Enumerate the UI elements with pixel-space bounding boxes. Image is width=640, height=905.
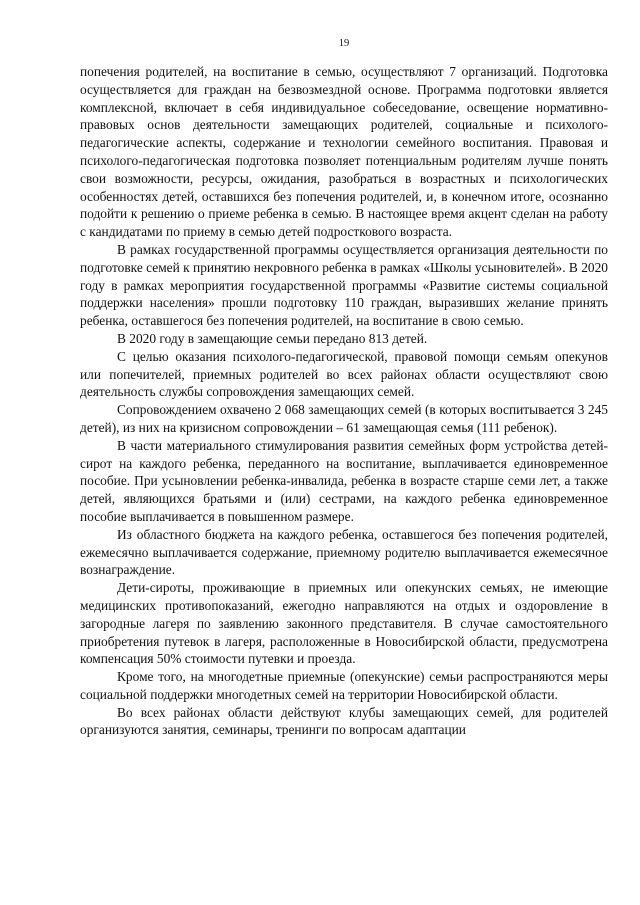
paragraph-adopters-school: В рамках государственной программы осуществляется организация деятельности по подготовке семей к принятию некровного ребенка в рамках «Школы усыновителей». В 2020 году в рамках мероприятия государственной программы «Развитие системы социальной поддержки населения» прошли подготовку 110 граждан, выразивших желание принять ребенка, оставшегося без попечения родителей, на воспитание в свою семью. (80, 241, 608, 329)
paragraph-children-transferred: В 2020 году в замещающие семьи передано 813 детей. (117, 330, 428, 346)
paragraph-material-incentives: В части материального стимулирования развития семейных форм устройства детей-сирот на каждого ребенка, переданного на воспитание, выплачивается единовременное пособие. При усыновлении ребенка-инвалида, ребенка в возрасте старше семи лет, а также детей, являющихся братьями и (или) сестрами, на каждого ребенка единовременное пособие выплачивается в повышенном размере. (80, 437, 608, 524)
paragraph-support-services: С целью оказания психолого-педагогической, правовой помощи семьям опекунов или попечителей, приемных родителей во всех районах области осуществляют свою деятельность службы сопровождения замещающих семей. (80, 348, 608, 400)
document-body (80, 63, 608, 739)
paragraph-preparation-program: попечения родителей, на воспитание в семью, осуществляют 7 организаций. Подготовка осуществляется для граждан на безвозмездной основе. Программа подготовки является комплексной, включает в себя индивидуальное собеседование, освещение нормативно-правовых основ деятельности замещающих родителей, социальные и психолого-педагогические аспекты, содержание и технологии семейного воспитания. Правовая и психолого-педагогическая подготовка позволяет потенциальным родителям лучше понять свои возможности, ресурсы, ожидания, разобраться в возрастных и психологических особенностях детей, оставшихся без попечения родителей, и, в конечном итоге, осознанно подойти к решению о приеме ребенка в семью. В настоящее время акцент сделан на работу с кандидатами по приему в семью детей подросткового возраста. (80, 64, 608, 240)
page-number: 19 (338, 38, 350, 49)
paragraph-summer-recreation: Дети-сироты, проживающие в приемных или опекунских семьях, не имеющие медицинских противопоказаний, ежегодно направляются на отдых и оздоровление в загородные лагеря по заявлению законного представителя. В случае самостоятельного приобретения путевок в лагеря, расположенные в Новосибирской области, предусмотрена компенсация 50% стоимости путевки и проезда. (80, 580, 608, 667)
paragraph-family-clubs: Во всех районах области действуют клубы замещающих семей, для родителей организуются занятия, семинары, тренинги по вопросам адаптации (80, 704, 608, 738)
paragraph-large-families-support: Кроме того, на многодетные приемные (опекунские) семьи распространяются меры социальной поддержки многодетных семей на территории Новосибирской области. (80, 669, 608, 702)
paragraph-support-coverage: Сопровождением охвачено 2 068 замещающих семей (в которых воспитывается 3 245 детей), из них на кризисном сопровождении – 61 замещающая семья (111 ребенок). (80, 402, 608, 435)
paragraph-monthly-payments: Из областного бюджета на каждого ребенка, оставшегося без попечения родителей, ежемесячно выплачивается содержание, приемному родителю выплачивается ежемесячное вознаграждение. (80, 526, 608, 578)
